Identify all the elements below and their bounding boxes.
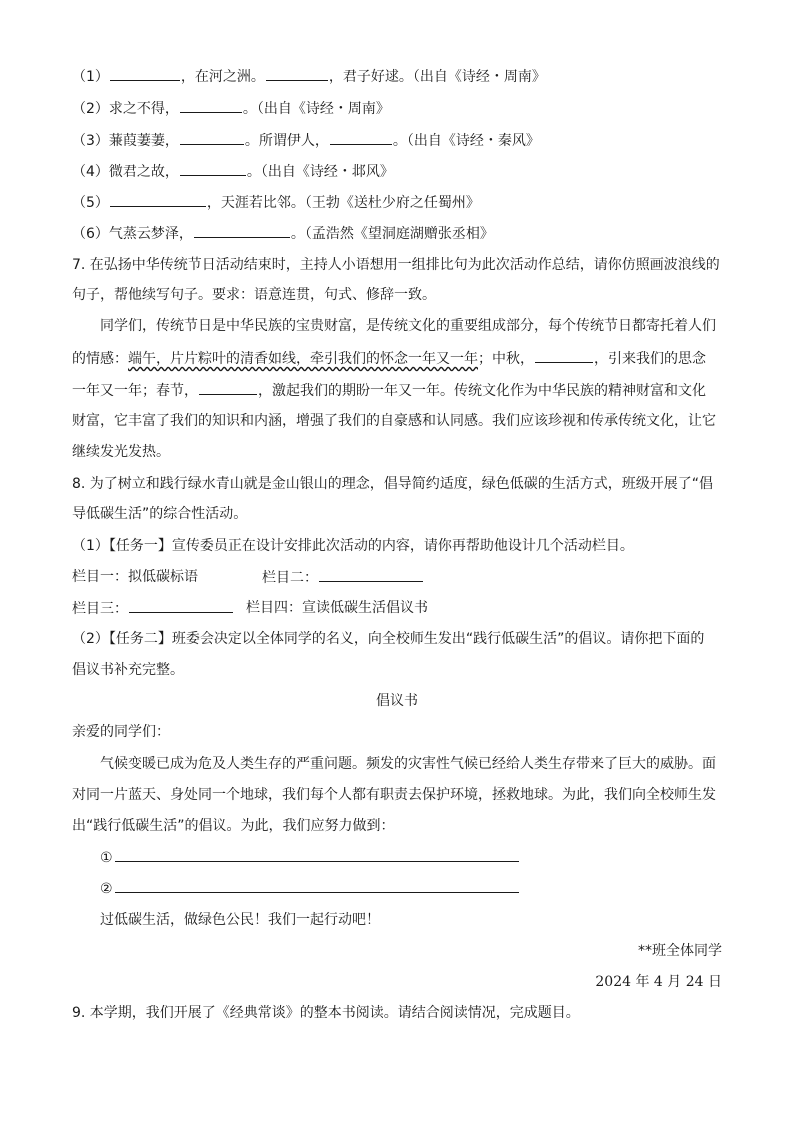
column-4: 栏目四：宣读低碳生活倡议书	[246, 600, 428, 616]
question-8-title: 8. 为了树立和践行绿水青山就是金山银山的理念，倡导简约适度，绿色低碳的生活方式，班级开展了“倡	[72, 476, 714, 492]
proposal-signature: **班全体同学	[638, 943, 722, 959]
question-7-title: 7. 在弘扬中华传统节日活动结束时，主持人小语想用一组排比句为此次活动作总结，请你仿照画波浪线的	[72, 257, 720, 273]
proposal-item-1: ①	[100, 847, 519, 868]
poetry-question-6: （6）气蒸云梦泽， 。（孟浩然《望洞庭湖赠张丞相》	[72, 223, 494, 244]
proposal-body-line: 对同一片蓝天、身处同一个地球，我们每个人都有职责去保护环境，拯救地球。为此，我们向全校师生发	[72, 787, 716, 803]
answer-blank[interactable]	[180, 161, 246, 176]
answer-blank[interactable]	[129, 598, 233, 613]
source-citation: （王勃《送杜少府之任蜀州》	[304, 195, 480, 211]
answer-line[interactable]	[115, 847, 519, 862]
proposal-title: 倡议书	[376, 693, 418, 709]
column-1: 栏目一：拟低碳标语	[72, 569, 198, 585]
wavy-underlined-sentence: 端午，片片粽叶的清香如线，牵引我们的怀念一年又一年	[128, 351, 478, 367]
column-2: 栏目二：	[262, 567, 424, 588]
answer-blank[interactable]	[194, 223, 290, 238]
answer-blank[interactable]	[535, 348, 593, 363]
source-citation: （孟浩然《望洞庭湖赠张丞相》	[304, 226, 494, 242]
proposal-body-line: 出“践行低碳生活”的倡议。为此，我们应努力做到：	[72, 818, 395, 834]
answer-line[interactable]	[115, 878, 519, 893]
poetry-question-2: （2）求之不得， 。（出自《诗经・周南》	[72, 98, 390, 119]
proposal-closing: 过低碳生活，做绿色公民！我们一起行动吧！	[100, 912, 380, 928]
source-citation: （出自《诗经・邶风》	[260, 164, 394, 180]
task-1-prompt: （1）【任务一】宣传委员正在设计安排此次活动的内容，请你再帮助他设计几个活动栏目。	[72, 538, 634, 554]
answer-blank[interactable]	[110, 192, 206, 207]
question-8-title-cont: 导低碳生活”的综合性活动。	[72, 506, 248, 522]
poetry-question-3: （3）蒹葭萋萋， 。所谓伊人， 。（出自《诗经・秦风》	[72, 130, 540, 151]
poetry-question-5: （5） ，天涯若比邻。（王勃《送杜少府之任蜀州》	[72, 192, 480, 213]
answer-blank[interactable]	[180, 130, 244, 145]
poetry-question-1: （1） ，在河之洲。 ，君子好逑。（出自《诗经・周南》	[72, 66, 546, 87]
proposal-date: 2024 年 4 月 24 日	[595, 974, 722, 990]
question-9-title: 9. 本学期，我们开展了《经典常谈》的整本书阅读。请结合阅读情况，完成题目。	[72, 1005, 580, 1021]
answer-blank[interactable]	[199, 380, 257, 395]
task-2-prompt: （2）【任务二】班委会决定以全体同学的名义，向全校师生发出“践行低碳生活”的倡议。请你把下面的	[72, 631, 705, 647]
question-number: （5）	[72, 195, 109, 211]
question-number: （1）	[72, 69, 109, 85]
paragraph-line: 继续发光发热。	[72, 444, 170, 460]
question-number: （4）	[72, 164, 109, 180]
poetry-question-4: （4）微君之故， 。（出自《诗经・邶风》	[72, 161, 394, 182]
answer-blank[interactable]	[266, 66, 328, 81]
paragraph-line: 同学们，传统节日是中华民族的宝贵财富，是传统文化的重要组成部分，每个传统节日都寄托着人们	[100, 318, 716, 334]
source-citation: （出自《诗经・周南》	[412, 69, 546, 85]
question-number: （3）	[72, 133, 109, 149]
answer-blank[interactable]	[330, 130, 392, 145]
question-7-title-cont: 句子，帮他续写句子。要求：语意连贯，句式、修辞一致。	[72, 287, 436, 303]
column-3: 栏目三：	[72, 598, 234, 619]
proposal-greeting: 亲爱的同学们：	[72, 724, 170, 740]
paragraph-line: 一年又一年；春节， ，激起我们的期盼一年又一年。传统文化作为中华民族的精神财富和文化	[72, 380, 706, 401]
paragraph-line: 财富，它丰富了我们的知识和内涵，增强了我们的自豪感和认同感。我们应该珍视和传承传统文化，让它	[72, 413, 716, 429]
question-number: （6）	[72, 226, 109, 242]
proposal-body-line: 气候变暖已成为危及人类生存的严重问题。频发的灾害性气候已经给人类生存带来了巨大的威胁。面	[100, 756, 716, 772]
answer-blank[interactable]	[180, 98, 242, 113]
source-citation: （出自《诗经・秦风》	[406, 133, 540, 149]
answer-blank[interactable]	[110, 66, 180, 81]
task-2-prompt-cont: 倡议书补充完整。	[72, 662, 184, 678]
paragraph-line: 的情感：端午，片片粽叶的清香如线，牵引我们的怀念一年又一年；中秋， ，引来我们的思念	[72, 348, 706, 369]
answer-blank[interactable]	[319, 567, 423, 582]
source-citation: （出自《诗经・周南》	[256, 101, 390, 117]
question-number: （2）	[72, 101, 109, 117]
proposal-item-2: ②	[100, 878, 519, 899]
